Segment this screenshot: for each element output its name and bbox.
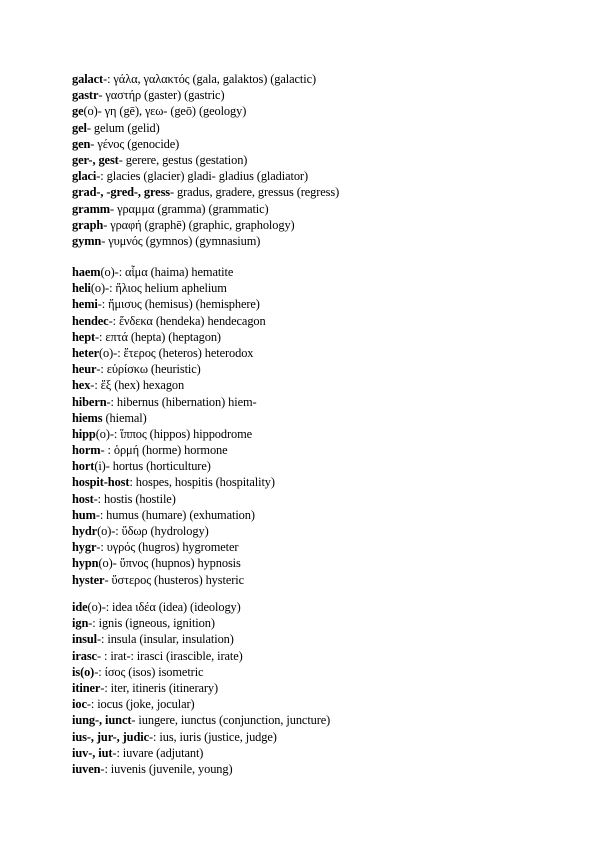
- entry-root: ger-, gest: [72, 152, 119, 167]
- dictionary-entry: [72, 136, 572, 152]
- dictionary-entry: [72, 426, 572, 442]
- dictionary-entry: [72, 329, 572, 345]
- entry-definition: (o)- ὕπνος (hupnos) hypnosis: [98, 556, 241, 571]
- dictionary-entry: [72, 442, 572, 458]
- entry-root: hydr: [72, 524, 98, 538]
- dictionary-entry: [72, 539, 572, 555]
- dictionary-entry: [72, 394, 572, 410]
- entry-root: iuven: [72, 761, 101, 776]
- entry-definition: -: ἕνδεκα (hendeka) hendecagon: [108, 313, 266, 328]
- dictionary-entry: [72, 87, 572, 103]
- dictionary-entry: [72, 313, 572, 329]
- entry-definition: - γραμμα (gramma) (grammatic): [110, 201, 269, 216]
- entry-definition: - gradus, gradere, gressus (regress): [170, 185, 340, 200]
- entry-definition: (o)- γη (gē), γεω- (geō) (geology): [83, 104, 247, 119]
- entry-root: grad-, -gred-, gress: [72, 185, 171, 200]
- entry-definition: -: humus (humare) (exhumation): [95, 507, 255, 522]
- entry-root: is(o): [72, 664, 95, 679]
- entry-root: insul: [72, 632, 97, 647]
- dictionary-entry: [72, 217, 572, 233]
- entry-root: hendec: [72, 313, 109, 328]
- dictionary-entry: [72, 507, 572, 523]
- dictionary-entry: [72, 184, 572, 200]
- entry-definition: (hiemal): [102, 410, 147, 425]
- entry-root: irasc: [72, 648, 97, 663]
- dictionary-entry: [72, 458, 572, 474]
- entry-root: host: [72, 491, 94, 506]
- entry-definition: (i)- hortus (horticulture): [94, 459, 211, 474]
- entry-definition: (o)-: αἷμα (haima) hematite: [100, 265, 234, 279]
- dictionary-entry: [72, 345, 572, 361]
- entry-definition: -: iter, itineris (itinerary): [100, 680, 219, 695]
- entry-definition: - gelum (gelid): [86, 120, 160, 135]
- entry-root: gymn: [72, 233, 102, 248]
- entry-definition: -: iuvare (adjutant): [112, 745, 204, 760]
- entry-root: hyster: [72, 572, 105, 587]
- entry-root: hibern: [72, 394, 107, 409]
- entry-definition: -: ίσος (isos) isometric: [94, 664, 204, 679]
- dictionary-entry: [72, 696, 572, 712]
- entry-root: ius-, jur-, judic: [72, 729, 150, 744]
- entry-root: haem: [72, 265, 101, 279]
- entry-definition: - γυμνός (gymnos) (gymnasium): [101, 233, 261, 248]
- dictionary-entry: [72, 71, 572, 87]
- dictionary-entry: [72, 572, 572, 588]
- dictionary-entry: [72, 615, 572, 631]
- dictionary-entry: [72, 152, 572, 168]
- dictionary-entry: [72, 648, 572, 664]
- dictionary-entry: [72, 474, 572, 490]
- entry-root: heter: [72, 345, 100, 360]
- dictionary-entry: [72, 523, 572, 539]
- entry-root: itiner: [72, 680, 101, 695]
- entry-definition: - : ὁρμή (horme) hormone: [100, 443, 228, 458]
- entry-root: graph: [72, 217, 104, 232]
- dictionary-entry: [72, 410, 572, 426]
- entry-definition: -: γάλα, γαλακτός (gala, galaktos) (galactic): [103, 72, 317, 86]
- entry-root: gramm: [72, 201, 111, 216]
- entry-root: hemi: [72, 297, 98, 312]
- entry-definition: - ὕστερος (husteros) hysteric: [104, 572, 245, 587]
- dictionary-entry: [72, 491, 572, 507]
- dictionary-entry: [72, 680, 572, 696]
- section-h: [72, 264, 572, 588]
- entry-definition: - γραφή (graphē) (graphic, graphology): [103, 217, 295, 232]
- entry-definition: -: ἥμισυς (hemisus) (hemisphere): [97, 297, 260, 312]
- entry-root: ioc: [72, 697, 87, 712]
- entry-root: hum: [72, 507, 96, 522]
- dictionary-entry: [72, 233, 572, 249]
- entry-root: hept: [72, 329, 96, 344]
- entry-definition: (o)-: ἥλιος helium aphelium: [90, 281, 227, 296]
- dictionary-entry: [72, 712, 572, 728]
- entry-definition: - : irat-: irasci (irascible, irate): [96, 648, 243, 663]
- entry-definition: - γαστήρ (gaster) (gastric): [98, 88, 225, 103]
- entry-definition: -: hibernus (hibernation) hiem-: [106, 394, 257, 409]
- entry-definition: (o)-: ὕδωρ (hydrology): [97, 524, 209, 538]
- entry-definition: -: εὑρίσκω (heuristic): [96, 362, 201, 377]
- dictionary-entry: [72, 168, 572, 184]
- entry-root: iung-, iunct: [72, 713, 132, 728]
- entry-root: hiems: [72, 410, 103, 425]
- dictionary-entry: [72, 761, 572, 777]
- dictionary-entry: [72, 280, 572, 296]
- entry-definition: (o)-: ἵππος (hippos) hippodrome: [95, 426, 253, 441]
- entry-definition: -: επτά (hepta) (heptagon): [95, 329, 221, 344]
- entry-root: iuv-, iut: [72, 745, 113, 760]
- dictionary-entry: [72, 599, 572, 615]
- entry-definition: : hospes, hospitis (hospitality): [129, 475, 275, 490]
- dictionary-entry: [72, 201, 572, 217]
- entry-definition: - gerere, gestus (gestation): [118, 152, 248, 167]
- entry-root: gel: [72, 120, 87, 135]
- dictionary-entry: [72, 361, 572, 377]
- dictionary-entry: [72, 729, 572, 745]
- entry-definition: -: ius, iuris (justice, judge): [149, 729, 277, 744]
- entry-root: hipp: [72, 426, 96, 441]
- dictionary-entry: [72, 296, 572, 312]
- section-i: [72, 599, 572, 777]
- entry-definition: -: iuvenis (juvenile, young): [100, 761, 233, 776]
- section-g: [72, 71, 572, 249]
- entry-root: ge: [72, 104, 84, 119]
- entry-root: hex: [72, 378, 91, 393]
- entry-definition: -: υγρός (hugros) hygrometer: [96, 540, 239, 555]
- dictionary-entry: [72, 264, 572, 280]
- entry-root: ign: [72, 616, 89, 631]
- entry-root: glaci: [72, 169, 97, 184]
- dictionary-entry: [72, 103, 572, 119]
- entry-definition: -: hostis (hostile): [93, 491, 176, 506]
- entry-definition: -: ἕξ (hex) hexagon: [90, 378, 185, 393]
- dictionary-entry: [72, 120, 572, 136]
- entry-definition: -: glacies (glacier) gladi- gladius (gladiator): [96, 169, 308, 184]
- entry-root: hygr: [72, 540, 97, 555]
- dictionary-entry: [72, 664, 572, 680]
- dictionary-entry: [72, 631, 572, 647]
- entry-definition: -: ignis (igneous, ignition): [88, 616, 215, 631]
- entry-root: hospit-host: [72, 475, 130, 490]
- entry-root: heur: [72, 362, 97, 377]
- entry-definition: (o)-: ἕτερος (heteros) heterodox: [99, 345, 254, 360]
- entry-definition: -: insula (insular, insulation): [97, 632, 234, 647]
- entry-definition: - γένος (genocide): [90, 136, 180, 151]
- entry-root: hypn: [72, 556, 99, 571]
- entry-root: ide: [72, 600, 88, 614]
- entry-definition: -: iocus (joke, jocular): [86, 697, 195, 712]
- dictionary-entry: [72, 745, 572, 761]
- entry-definition: - iungere, iunctus (conjunction, juncture): [131, 713, 331, 728]
- entry-root: hort: [72, 459, 95, 474]
- entry-root: galact: [72, 72, 104, 86]
- entry-root: horm: [72, 443, 101, 458]
- entry-root: gastr: [72, 88, 99, 103]
- entry-root: heli: [72, 281, 91, 296]
- dictionary-entry: [72, 555, 572, 571]
- entry-definition: (o)-: idea ιδέα (idea) (ideology): [87, 600, 241, 614]
- entry-root: gen: [72, 136, 91, 151]
- dictionary-entry: [72, 377, 572, 393]
